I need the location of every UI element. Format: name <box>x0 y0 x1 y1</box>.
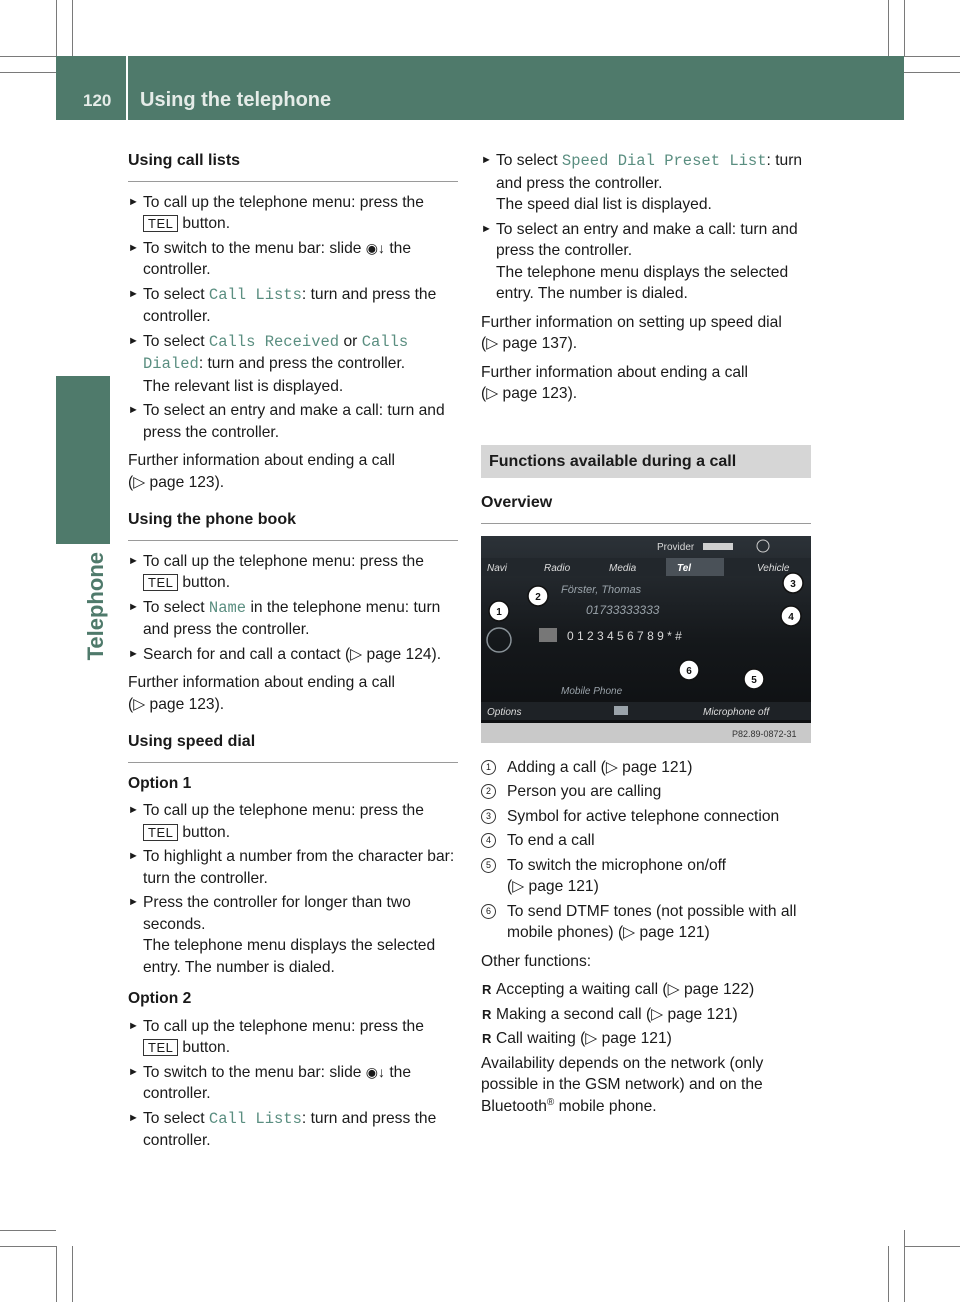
crop-mark <box>904 1246 960 1247</box>
tab-navi: Navi <box>487 562 508 574</box>
bullet-item: R Accepting a waiting call (▷ page 122) <box>481 979 811 1001</box>
step: ► To select Speed Dial Preset List: turn and press the controller. The speed dial list is displayed. <box>481 152 803 213</box>
legend-item: 4 To end a call <box>481 830 811 852</box>
page-ref-icon: ▷ <box>605 758 618 776</box>
menu-item-code: Speed Dial Preset List <box>561 152 767 170</box>
envelope-icon <box>614 706 628 715</box>
box-heading: Functions available during a call <box>481 445 811 479</box>
crop-mark <box>56 1246 57 1302</box>
page-ref-icon: ▷ <box>512 878 525 895</box>
options-label: Options <box>487 706 522 718</box>
step: ► To call up the telephone menu: press the TEL button. <box>128 1017 424 1056</box>
paragraph: Further information about ending a call (▷ page 123). <box>128 452 395 491</box>
step: ► To select Name in the telephone menu: turn and press the controller. <box>128 598 441 638</box>
arrow-icon: ► <box>128 554 139 567</box>
callout-5-label: 5 <box>751 674 757 686</box>
callout-1-label: 1 <box>496 606 502 618</box>
controller-slide-icon: ◉↓ <box>365 239 385 256</box>
page-ref-icon: ▷ <box>667 981 680 998</box>
tel-key-icon: TEL <box>143 215 178 232</box>
step: ► To switch to the menu bar: slide ◉↓ the controller. <box>128 239 412 278</box>
arrow-icon: ► <box>128 404 139 416</box>
menu-item-code: Call Lists <box>208 1109 302 1128</box>
paragraph: Other functions: <box>481 952 592 970</box>
tel-key-icon: TEL <box>143 1039 178 1056</box>
contact-name: Förster, Thomas <box>561 583 642 596</box>
crop-mark <box>0 1230 56 1231</box>
tel-key-icon: TEL <box>143 574 178 591</box>
microphone-off-label: Microphone off <box>703 706 770 718</box>
legend-item: 2 Person you are calling <box>481 781 811 803</box>
page-ref-icon: ▷ <box>133 473 146 491</box>
bullet-icon: R <box>482 1031 492 1046</box>
arrow-icon: ► <box>128 850 139 862</box>
menu-item-code: Name <box>208 598 247 617</box>
paragraph: Availability depends on the network (only possible in the GSM network) and on the Bluetooth® mobile phone. <box>481 1054 764 1115</box>
tab-media: Media <box>609 562 637 574</box>
step: ► Press the controller for longer than two seconds. The telephone menu displays the selected entry. The number is dialed. <box>128 894 436 976</box>
controller-slide-icon: ◉↓ <box>365 1063 385 1080</box>
menu-item-code: Calls Received <box>208 332 340 351</box>
menu-item-code: Calls Dialed <box>143 332 409 373</box>
callout-2-label: 2 <box>535 591 541 603</box>
step: ► To select Call Lists: turn and press the controller. <box>128 285 437 325</box>
image-code: P82.89-0872-31 <box>732 728 797 739</box>
crop-mark <box>904 56 960 57</box>
page-ref-icon: ▷ <box>486 385 499 402</box>
step: ► To call up the telephone menu: press the TEL button. <box>128 552 424 591</box>
provider-label: Provider <box>657 541 695 553</box>
legend-item: 3 Symbol for active telephone connection <box>481 806 811 828</box>
tab-tel: Tel <box>677 562 692 574</box>
registered-mark: ® <box>546 1096 555 1108</box>
crop-mark <box>72 1246 73 1302</box>
legend-item: 5 To switch the microphone on/off (▷ page 121) <box>481 855 811 898</box>
crop-mark <box>72 0 73 56</box>
tel-key-icon: TEL <box>143 824 178 841</box>
page-ref-icon: ▷ <box>350 645 363 663</box>
step: ► To call up the telephone menu: press the TEL button. <box>128 193 424 232</box>
crop-mark <box>0 72 56 73</box>
crop-mark <box>888 1246 889 1302</box>
legend-item: 6 To send DTMF tones (not possible with all mobile phones) (▷ page 121) <box>481 901 811 944</box>
legend-list <box>481 757 811 944</box>
tab-vehicle: Vehicle <box>757 562 790 574</box>
page-ref-icon: ▷ <box>651 1005 664 1023</box>
tab-highlight <box>666 558 724 576</box>
signal-icon <box>703 543 733 550</box>
header-separator <box>126 56 128 120</box>
section-heading: Using speed dial <box>128 731 458 763</box>
phonebook-icon <box>539 628 557 642</box>
page-ref-icon: ▷ <box>133 695 146 713</box>
legend-item: 1 Adding a call (▷ page 121) <box>481 757 811 779</box>
phone-number: 01733333333 <box>586 602 660 617</box>
telephone-screen-image <box>481 536 811 743</box>
side-tab-label: Telephone <box>83 552 108 661</box>
arrow-icon: ► <box>128 804 139 816</box>
page-title: Using the telephone <box>140 89 332 111</box>
section-heading: Using the phone book <box>128 509 458 541</box>
arrow-icon: ► <box>128 1065 139 1078</box>
step: ► To call up the telephone menu: press the TEL button. <box>128 802 424 841</box>
arrow-icon: ► <box>128 195 139 208</box>
crop-mark <box>904 0 905 56</box>
crop-mark <box>888 0 889 56</box>
arrow-icon: ► <box>128 241 139 254</box>
bullet-icon: R <box>482 1006 492 1022</box>
crop-mark <box>904 1230 905 1302</box>
arrow-icon: ► <box>128 1019 139 1032</box>
arrow-icon: ► <box>128 334 139 347</box>
step: ► To select an entry and make a call: turn and press the controller. The telephone menu displays the selected entry. The number is dialed. <box>481 220 798 302</box>
step: ► To select Calls Received or Calls Dialed: turn and press the controller. The relevant list is displayed. <box>128 332 409 395</box>
bullet-item: R Making a second call (▷ page 121) <box>481 1004 811 1026</box>
sub-heading: Option 1 <box>128 774 192 792</box>
tab-radio: Radio <box>544 562 571 574</box>
step: ► To highlight a number from the character bar: turn the controller. <box>128 848 455 887</box>
step: ► To switch to the menu bar: slide ◉↓ the controller. <box>128 1063 412 1102</box>
paragraph: Further information about ending a call (▷ page 123). <box>481 363 748 402</box>
crop-mark <box>0 56 56 57</box>
page-ref-icon: ▷ <box>585 1030 598 1047</box>
arrow-icon: ► <box>128 1111 139 1124</box>
step: ► Search for and call a contact (▷ page 124). <box>128 644 458 666</box>
arrow-icon: ► <box>128 896 139 908</box>
crop-mark <box>0 1246 56 1247</box>
page-ref-icon: ▷ <box>486 335 499 352</box>
page-ref-icon: ▷ <box>623 924 636 941</box>
right-column <box>481 150 811 1124</box>
device-name: Mobile Phone <box>561 685 623 697</box>
page-number: 120 <box>83 91 112 110</box>
step: ► To select Call Lists: turn and press the controller. <box>128 1109 437 1149</box>
bullet-item: R Call waiting (▷ page 121) <box>481 1028 811 1050</box>
crop-mark <box>904 72 960 73</box>
section-heading: Using call lists <box>128 150 458 182</box>
crop-mark <box>56 0 57 56</box>
paragraph: Further information about ending a call (▷ page 123). <box>128 674 395 713</box>
arrow-icon: ► <box>481 154 492 166</box>
callout-6-label: 6 <box>686 665 692 677</box>
menu-item-code: Call Lists <box>208 285 302 304</box>
arrow-icon: ► <box>128 647 139 660</box>
screen-svg <box>481 536 811 743</box>
callout-3-label: 3 <box>790 578 796 590</box>
bullet-icon: R <box>482 982 492 997</box>
paragraph: Further information on setting up speed dial (▷ page 137). <box>481 313 782 352</box>
section-heading: Overview <box>481 492 811 524</box>
side-tab <box>56 376 110 544</box>
step: ► To select an entry and make a call: turn and press the controller. <box>128 402 445 441</box>
arrow-icon: ► <box>481 222 492 235</box>
callout-4-label: 4 <box>788 611 794 623</box>
dtmf-digits: 0 1 2 3 4 5 6 7 8 9 * # <box>567 628 682 643</box>
arrow-icon: ► <box>128 287 139 300</box>
left-column <box>128 150 458 1155</box>
arrow-icon: ► <box>128 600 139 613</box>
sub-heading: Option 2 <box>128 990 192 1007</box>
